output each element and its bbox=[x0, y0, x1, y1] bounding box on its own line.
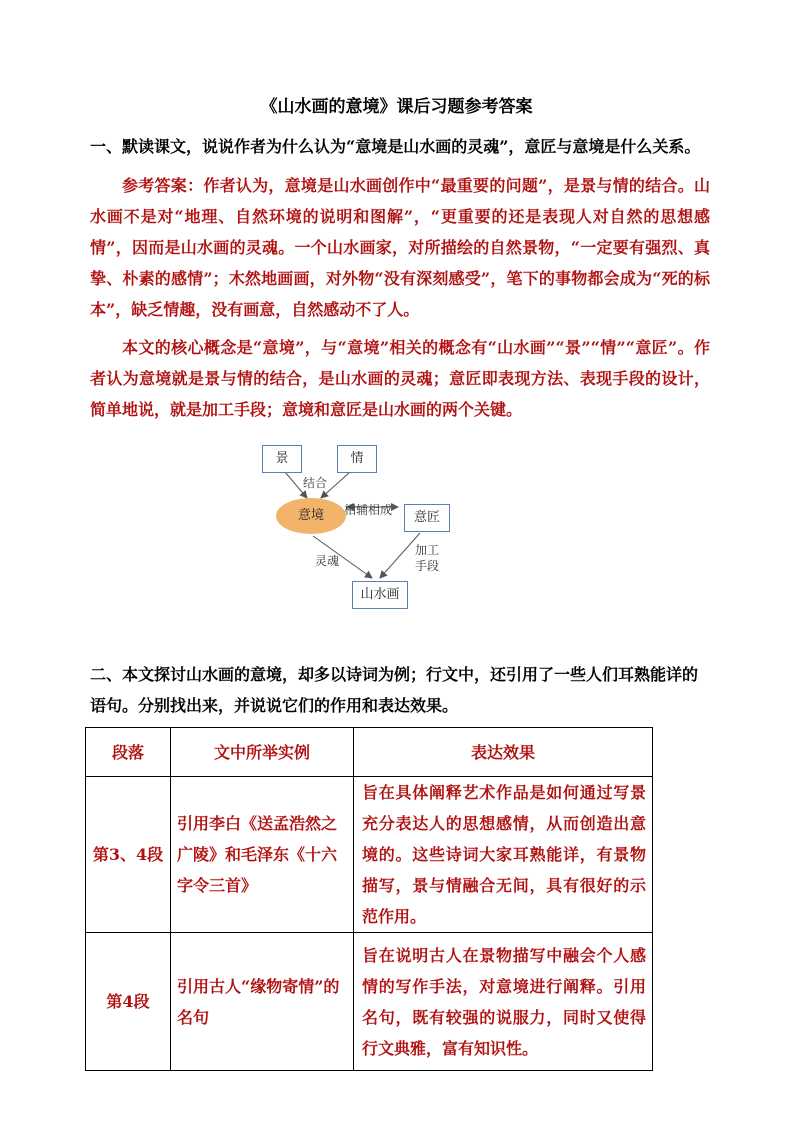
table-row bbox=[86, 777, 653, 933]
concept-diagram bbox=[255, 440, 465, 612]
table-row bbox=[86, 933, 653, 1071]
cell-example: 引用古人“缘物寄情”的名句 bbox=[171, 933, 354, 1071]
answer-1-paragraph-2: 本文的核心概念是“意境”，与“意境”相关的概念有“山水画”“景”“情”“意匠”。作者认为意境就是景与情的结合，是山水画的灵魂；意匠即表现方法、表现手段的设计，简单地说，就是加工手段；意境和意匠是山水画的两个关键。 bbox=[90, 338, 710, 419]
answer-1-paragraph-1: 参考答案：作者认为，意境是山水画创作中“最重要的问题”，是景与情的结合。山水画不是对“地理、自然环境的说明和图解”，“更重要的还是表现人对自然的思想感情”，因而是山水画的灵魂。一个山水画家，对所描绘的自然景物，“一定要有强烈、真挚、朴素的感情”；木然地画画，对外物“没有深刻感受”，笔下的事物都会成为“死的标本”，缺乏情趣，没有画意，自然感动不了人。 bbox=[90, 176, 710, 319]
page-title: 《山水画的意境》课后习题参考答案 bbox=[260, 97, 533, 117]
answer-table bbox=[85, 727, 653, 1071]
header-example: 文中所举实例 bbox=[171, 728, 354, 777]
node-yijing: 意境 bbox=[276, 498, 346, 534]
question-1: 一、默读课文，说说作者为什么认为“意境是山水画的灵魂”，意匠与意境是什么关系。 bbox=[90, 137, 701, 156]
header-paragraph: 段落 bbox=[86, 728, 171, 777]
label-xiangfu: 相辅相成 bbox=[344, 503, 393, 517]
cell-paragraph: 第3、4段 bbox=[86, 777, 171, 933]
node-shanshuihua: 山水画 bbox=[352, 581, 408, 609]
cell-paragraph: 第4段 bbox=[86, 933, 171, 1071]
label-jiagong: 加工 bbox=[415, 543, 440, 557]
node-yijiang: 意匠 bbox=[404, 504, 450, 532]
label-jiehe: 结合 bbox=[303, 476, 328, 490]
cell-effect: 旨在说明古人在景物描写中融会个人感情的写作手法，对意境进行阐释。引用名句，既有较强的说服力，同时又使得行文典雅，富有知识性。 bbox=[354, 933, 653, 1071]
question-2: 二、本文探讨山水画的意境，却多以诗词为例；行文中，还引用了一些人们耳熟能详的语句。分别找出来，并说说它们的作用和表达效果。 bbox=[90, 665, 699, 715]
table-header-row bbox=[86, 728, 653, 777]
cell-example: 引用李白《送孟浩然之广陵》和毛泽东《十六字令三首》 bbox=[171, 777, 354, 933]
label-shouduan: 手段 bbox=[415, 559, 440, 573]
cell-effect: 旨在具体阐释艺术作品是如何通过写景充分表达人的思想感情，从而创造出意境的。这些诗词大家耳熟能详，有景物描写，景与情融合无间，具有很好的示范作用。 bbox=[354, 777, 653, 933]
node-qing: 情 bbox=[337, 445, 377, 473]
header-effect: 表达效果 bbox=[354, 728, 653, 777]
node-jing: 景 bbox=[262, 445, 302, 473]
label-linghun: 灵魂 bbox=[315, 554, 340, 568]
